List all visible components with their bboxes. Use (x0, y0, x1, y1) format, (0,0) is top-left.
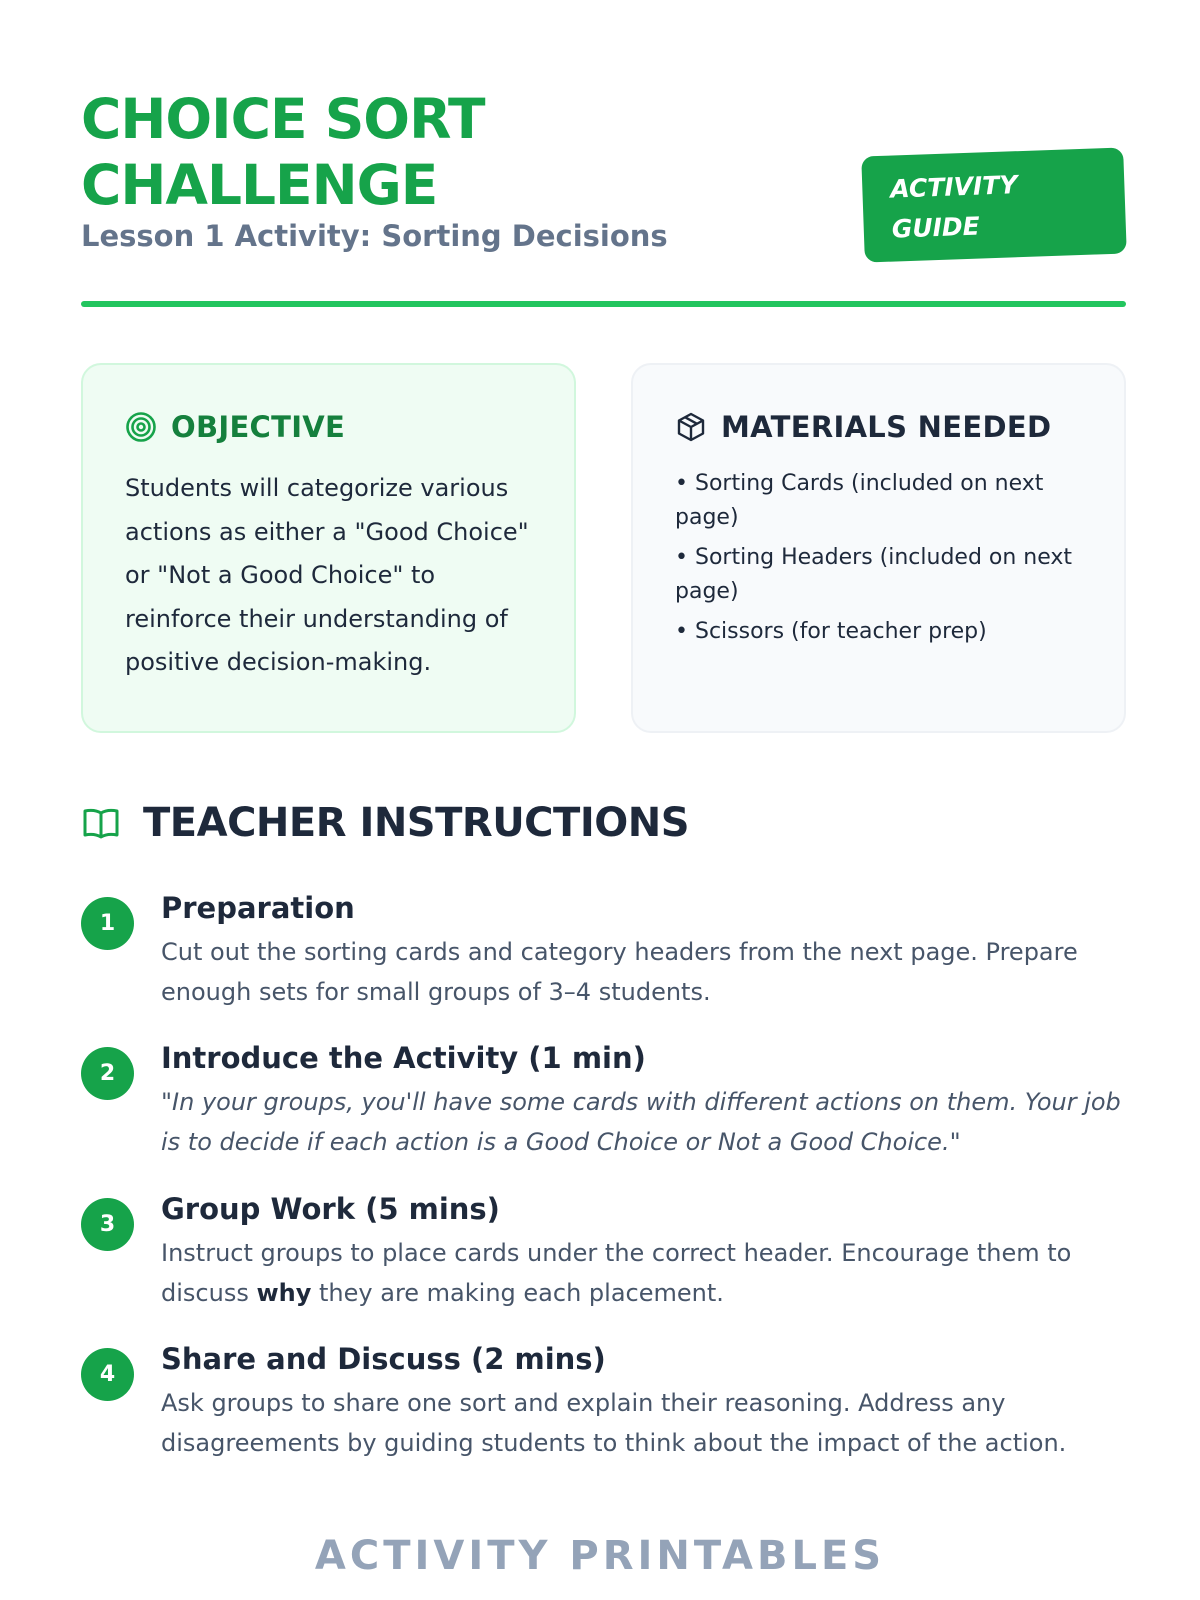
list-item: • Sorting Headers (included on next page) (675, 541, 1082, 609)
objective-text: Students will categorize various actions as either a "Good Choice" or "Not a Good Choice" to reinforce their understanding of positive decision-making. (125, 474, 529, 676)
header-divider (81, 301, 1126, 307)
materials-card (631, 363, 1126, 733)
step-number-badge: 2 (81, 1047, 134, 1100)
objective-header (125, 405, 532, 449)
page-subtitle: Lesson 1 Activity: Sorting Decisions (81, 219, 668, 253)
instructions-heading: TEACHER INSTRUCTIONS (143, 800, 689, 846)
step-title: Preparation (161, 891, 355, 925)
activity-guide-badge (861, 147, 1127, 262)
box-icon (675, 411, 707, 443)
step-title: Share and Discuss (2 mins) (161, 1342, 606, 1376)
instruction-step (81, 1339, 1126, 1469)
instructions-heading-row (81, 800, 689, 846)
book-icon (81, 803, 121, 843)
instruction-step (81, 888, 1126, 1018)
step-text: Cut out the sorting cards and category headers from the next page. Prepare enough sets for small groups of 3–4 students. (161, 938, 1078, 1006)
materials-list (675, 467, 1082, 649)
objective-card (81, 363, 576, 733)
title-line-1: CHOICE SORT (81, 87, 485, 151)
page-header (81, 86, 1126, 306)
materials-heading: MATERIALS NEEDED (721, 410, 1052, 444)
badge-line-2: GUIDE (891, 211, 981, 244)
list-item: • Sorting Cards (included on next page) (675, 467, 1082, 535)
step-text-part: Instruct groups to place cards under the correct header. Encourage them to discuss (161, 1239, 1072, 1307)
step-text-emphasis: why (256, 1279, 312, 1307)
step-title: Group Work (5 mins) (161, 1192, 500, 1226)
list-item: • Scissors (for teacher prep) (675, 615, 1082, 649)
instruction-step (81, 1189, 1126, 1319)
badge-line-1: ACTIVITY (889, 170, 1018, 204)
step-title: Introduce the Activity (1 min) (161, 1041, 646, 1075)
step-number-badge: 1 (81, 897, 134, 950)
title-line-2: CHALLENGE (81, 153, 438, 217)
step-number-badge: 3 (81, 1198, 134, 1251)
objective-heading: OBJECTIVE (171, 410, 346, 444)
instruction-step (81, 1038, 1126, 1168)
step-text-part: they are making each placement. (319, 1279, 724, 1307)
step-text: "In your groups, you'll have some cards with different actions on them. Your job is to decide if each action is a Good Choice or Not a Good Choice." (161, 1088, 1121, 1156)
step-number-badge: 4 (81, 1348, 134, 1401)
activity-printables-heading: ACTIVITY PRINTABLES (314, 1533, 886, 1579)
target-icon (125, 411, 157, 443)
materials-header (675, 405, 1082, 449)
step-text (161, 1233, 1121, 1313)
step-text: Ask groups to share one sort and explain their reasoning. Address any disagreements by guiding students to think about the impact of the action. (161, 1389, 1067, 1457)
